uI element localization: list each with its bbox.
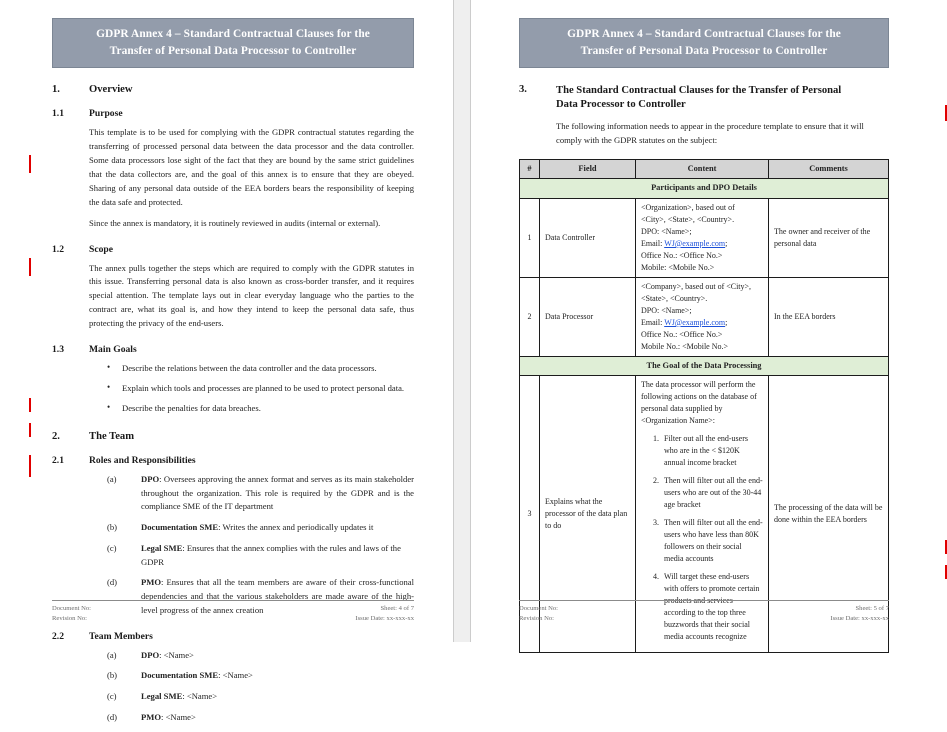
title-line-2: Transfer of Personal Data Processor to Controller	[109, 44, 357, 57]
change-bar	[29, 423, 31, 437]
item-body	[141, 669, 414, 683]
footer-sheet: Sheet: 5 of 7	[855, 604, 889, 612]
heading-2-2-team-members	[52, 631, 414, 642]
email-link[interactable]: WJ@example.com	[664, 238, 726, 248]
scc-requirements-table	[519, 159, 889, 654]
item-label: (a)	[107, 649, 117, 660]
item-role: PMO	[141, 577, 162, 588]
heading-number: 1.1	[52, 108, 64, 120]
row-number: 3	[520, 376, 540, 653]
item-body	[141, 690, 414, 704]
heading-1-3-main-goals	[52, 344, 414, 355]
table-header-row	[520, 159, 889, 179]
heading-text: Main Goals	[89, 344, 137, 356]
item-body	[141, 473, 414, 514]
scc-intro-paragraph: The following information needs to appear in the procedure template to ensure that it will comply with the GDPR statutes on the subject:	[556, 120, 864, 145]
footer-document-no: Document No:	[52, 604, 92, 612]
title-line-1: GDPR Annex 4 – Standard Contractual Clauses for the	[96, 28, 370, 40]
item-role: PMO	[141, 711, 162, 722]
main-goals-list	[52, 362, 414, 415]
item-label: (c)	[107, 691, 117, 702]
row-field: Data Processor	[540, 277, 636, 356]
heading-number: 2.1	[52, 454, 64, 466]
row-comments: The processing of the data will be done within the EEA borders	[769, 376, 889, 653]
footer-issue-date: Issue Date: xx-xxx-xx	[830, 614, 889, 622]
list-item	[52, 521, 414, 535]
change-bar	[945, 565, 947, 579]
heading-1-overview	[52, 84, 414, 95]
item-label: (d)	[107, 711, 118, 722]
heading-1-2-scope	[52, 244, 414, 255]
item-text: : Writes the annex and periodically updates it	[218, 522, 374, 533]
item-text: : Ensures that all the team members are aware of their cross-functional dependencies and that the various stakeholders are made aware of the high-level progress of the annex creation	[141, 577, 414, 615]
title-line-2: Transfer of Personal Data Processor to Controller	[580, 44, 828, 57]
item-role: Legal SME	[141, 542, 183, 553]
row-field: Explains what the processor of the data plan to do	[540, 376, 636, 653]
content-line-email	[641, 317, 763, 329]
page-footer-left	[52, 600, 414, 624]
list-item: • Explain which tools and processes are planned to be used to protect personal data.	[122, 382, 414, 395]
email-label: Email:	[641, 238, 663, 248]
item-role: DPO	[141, 649, 160, 660]
content-line: <Company>, based out of <City>,	[641, 281, 752, 291]
document-title-banner	[52, 18, 414, 68]
heading-number: 1.	[52, 84, 60, 96]
footer-document-no: Document No:	[519, 604, 559, 612]
team-members-list	[52, 649, 414, 725]
heading-text: Roles and Responsibilities	[89, 454, 196, 466]
table-section-row-goal	[520, 356, 889, 376]
item-label: (d)	[107, 577, 118, 588]
footer-sheet: Sheet: 4 of 7	[380, 604, 414, 612]
list-item: 3. Then will filter out all the end-users who have less than 80K followers on their social media accounts	[661, 517, 763, 565]
page-right	[471, 0, 924, 642]
item-body	[141, 521, 414, 535]
item-text: : <Name>	[182, 691, 218, 702]
heading-2-1-roles	[52, 455, 414, 466]
heading-text: Purpose	[89, 108, 123, 120]
page-left	[0, 0, 453, 722]
list-item	[52, 711, 414, 725]
email-label: Email:	[641, 317, 663, 327]
item-role: DPO	[141, 473, 160, 484]
item-role: Documentation SME	[141, 522, 219, 533]
purpose-paragraph-1: This template is to be used for complying with the GDPR contractual statutes regarding the transferring of processed personal data between the data processor and the data controller. Some data processors lose sight of the fact that they are bound by the same strict guidelines that the data collectors are, and the goal of this annex is to ensure that they are obeyed. Sharing of any personal data outside of the EEA borders bears the responsibility of keeping the data safe and protected.	[89, 127, 414, 207]
list-item: 2. Then will filter out all the end-users who are out of the 30-44 age bracket	[661, 475, 763, 511]
change-bar	[29, 398, 31, 412]
heading-text: The Team	[89, 430, 135, 442]
row-number: 2	[520, 277, 540, 356]
content-line: Office No.: <Office No.>	[641, 250, 723, 260]
column-header-number: #	[520, 159, 540, 179]
column-header-comments: Comments	[769, 159, 889, 179]
row-content	[636, 277, 769, 356]
list-item	[52, 542, 414, 570]
row-field: Data Controller	[540, 198, 636, 277]
change-bar	[945, 105, 947, 121]
page-gutter	[453, 0, 471, 642]
column-header-content: Content	[636, 159, 769, 179]
change-bar	[29, 155, 31, 173]
heading-number: 1.3	[52, 344, 64, 356]
heading-number: 2.	[52, 430, 60, 442]
item-text: : <Name>	[161, 711, 196, 722]
footer-row	[519, 614, 889, 624]
heading-number: 3.	[519, 84, 527, 96]
list-item: 4. Will target these end-users with offers to promote certain products and services according to the top three buzzwords that their social media accounts recognize	[661, 571, 763, 643]
document-title-banner	[519, 18, 889, 68]
content-line-email	[641, 238, 763, 250]
title-line-1: GDPR Annex 4 – Standard Contractual Clauses for the	[567, 28, 841, 40]
item-label: (b)	[107, 670, 118, 681]
footer-issue-date: Issue Date: xx-xxx-xx	[355, 614, 414, 622]
page-left-content	[52, 18, 414, 732]
footer-row	[519, 604, 889, 614]
change-bar	[29, 258, 31, 276]
item-text: : Oversees approving the annex format and serves as its main stakeholder throughout the organization. This role is required by the GDPR and is the compliance SME of the IT department	[141, 473, 414, 512]
row-comments: The owner and receiver of the personal data	[769, 198, 889, 277]
heading-text: The Standard Contractual Clauses for the Transfer of Personal Data Processor to Controller	[556, 85, 842, 111]
heading-1-1-purpose	[52, 108, 414, 119]
item-text: : Ensures that the annex complies with the rules and laws of the GDPR	[141, 542, 401, 567]
page-right-content	[519, 18, 889, 653]
content-intro: The data processor will perform the following actions on the database of personal data supplied by <Organization Name>:	[641, 380, 757, 426]
email-link[interactable]: WJ@example.com	[664, 317, 726, 327]
list-item	[52, 473, 414, 514]
email-suffix: ;	[725, 317, 728, 327]
table-row	[520, 277, 889, 356]
item-role: Documentation SME	[141, 670, 219, 681]
section-label: Participants and DPO Details	[520, 179, 889, 199]
item-text: : <Name>	[218, 670, 253, 681]
heading-text: Scope	[89, 243, 113, 255]
email-suffix: ;	[725, 238, 728, 248]
content-line: DPO: <Name>;	[641, 226, 692, 236]
content-line: <City>, <State>, <Country>.	[641, 214, 735, 224]
footer-revision-no: Revision No:	[519, 614, 554, 622]
heading-number: 1.2	[52, 243, 64, 255]
list-item: • Describe the penalties for data breaches.	[122, 402, 414, 415]
footer-revision-no: Revision No:	[52, 614, 87, 622]
change-bar	[29, 455, 31, 477]
row-number: 1	[520, 198, 540, 277]
list-item	[52, 690, 414, 704]
footer-row	[52, 614, 414, 624]
item-label: (b)	[107, 522, 118, 533]
item-text: : <Name>	[159, 649, 194, 660]
table-row	[520, 198, 889, 277]
row-content	[636, 198, 769, 277]
item-label: (a)	[107, 473, 117, 484]
item-body	[141, 711, 414, 725]
change-bar	[945, 540, 947, 554]
column-header-field: Field	[540, 159, 636, 179]
row-comments: In the EEA borders	[769, 277, 889, 356]
list-item	[52, 649, 414, 663]
footer-row	[52, 604, 414, 614]
item-body	[141, 649, 414, 663]
page-footer-right	[519, 600, 889, 624]
roles-list	[52, 473, 414, 618]
list-item	[52, 669, 414, 683]
content-line: Mobile: <Mobile No.>	[641, 262, 715, 272]
item-label: (c)	[107, 542, 117, 553]
scope-paragraph: The annex pulls together the steps which are required to comply with the GDPR statutes in this issue. Transferring personal data is also known as cross-border transfer, and it requires special attention. The template lays out in clear everyday language who the parties to the contract are, what its goal is, and how they intend to keep the personal data safe, thus protecting the privacy of the end-users.	[89, 262, 414, 329]
item-body	[141, 542, 414, 570]
purpose-paragraph-2: Since the annex is mandatory, it is routinely reviewed in audits (internal or external).	[89, 217, 381, 228]
heading-3-scc	[519, 84, 889, 113]
item-role: Legal SME	[141, 691, 183, 702]
content-line: <State>, <Country>.	[641, 293, 708, 303]
list-item: • Describe the relations between the data controller and the data processors.	[122, 362, 414, 375]
heading-2-the-team	[52, 431, 414, 442]
section-label: The Goal of the Data Processing	[520, 356, 889, 376]
content-line: <Organization>, based out of	[641, 202, 735, 212]
table-section-row-participants	[520, 179, 889, 199]
heading-text: Team Members	[89, 630, 153, 642]
list-item: 1. Filter out all the end-users who are in the < $120K annual income bracket	[661, 433, 763, 469]
content-line: DPO: <Name>;	[641, 305, 692, 315]
content-line: Mobile No.: <Mobile No.>	[641, 341, 729, 351]
heading-text: Overview	[89, 84, 133, 96]
content-line: Office No.: <Office No.>	[641, 329, 723, 339]
heading-number: 2.2	[52, 630, 64, 642]
